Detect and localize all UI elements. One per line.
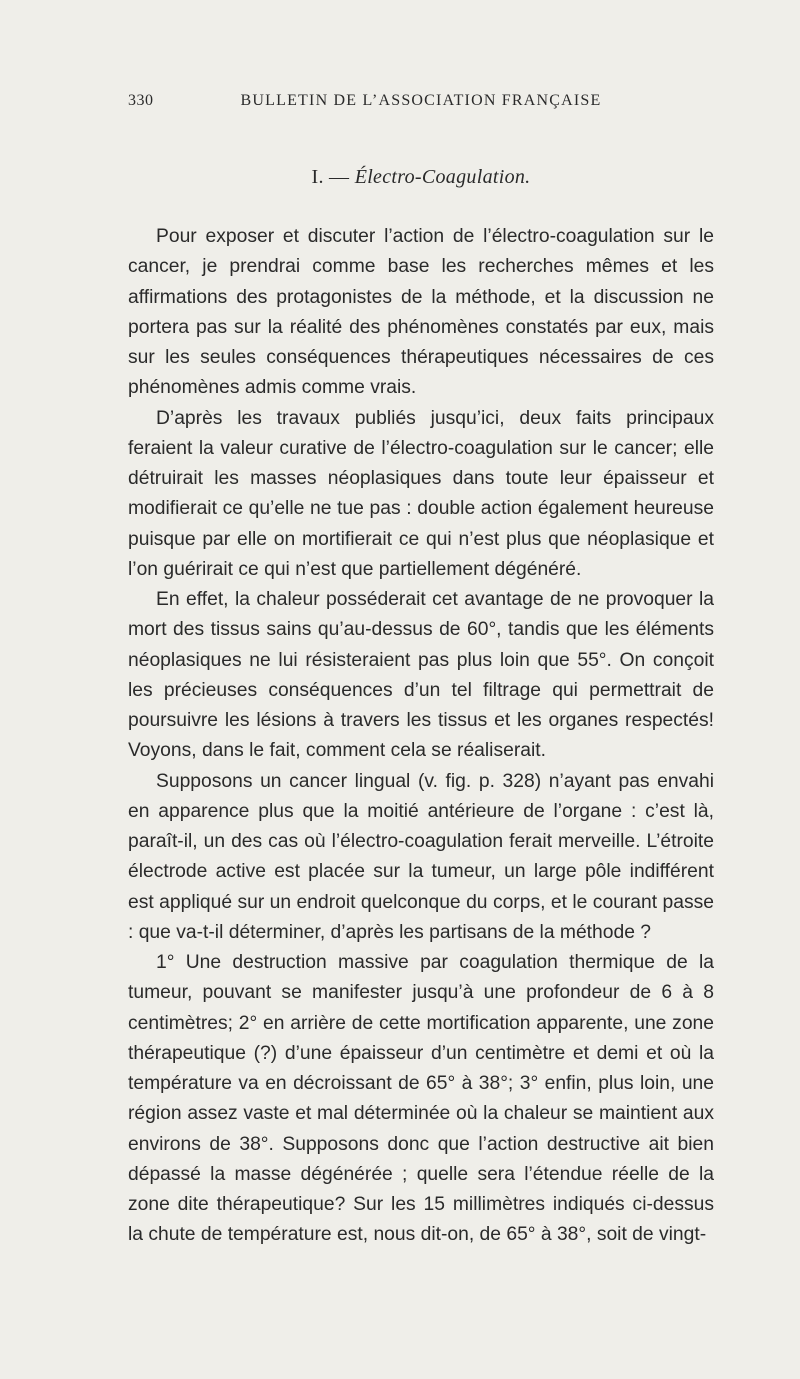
page-number: 330 [128,92,154,109]
paragraph: En effet, la chaleur posséderait cet avantage de ne provoquer la mort des tissus sains qu’au-dessus de 60°, tandis que les éléments néoplasiques ne lui résisteraient pas plus loin que 55°. On conçoit les précieuses conséquences d’un tel filtrage qui permettrait de poursuivre les lésions à travers les tissus et les organes respectés! Voyons, dans le fait, comment cela se réaliserait. [128,589,714,762]
paragraph: 1° Une destruction massive par coagulation thermique de la tumeur, pouvant se manifester jusqu’à une profondeur de 6 à 8 centimètres; 2° en arrière de cette mortification apparente, une zone thérapeutique (?) d’une épaisseur d’un centimètre et demi et où la température va en décroissant de 65° à 38°; 3° enfin, plus loin, une région assez vaste et mal déterminée où la chaleur se maintient aux environs de 38°. Supposons donc que l’action destructive ait bien dépassé la masse dégénérée ; quelle sera l’étendue réelle de la zone dite thérapeutique? Sur les 15 millimètres indiqués ci-dessus la chute de température est, nous dit-on, de 65° à 38°, soit de vingt- [128,952,714,1246]
section-heading [128,166,714,189]
running-header [128,92,714,116]
paragraph: Pour exposer et discuter l’action de l’électro-coagulation sur le cancer, je prendrai comme base les recherches mêmes et les affirmations des protagonistes de la méthode, et la discussion ne portera pas sur la réalité des phénomènes constatés par eux, mais sur les seules conséquences thérapeutiques nécessaires de ces phénomènes admis comme vrais. [128,226,714,399]
paragraph: Supposons un cancer lingual (v. fig. p. 328) n’ayant pas envahi en apparence plus que la moitié antérieure de l’organe : c’est là, paraît-il, un des cas où l’électro-coagulation ferait merveille. L’étroite électrode active est placée sur la tumeur, un large pôle indifférent est appliqué sur un endroit quelconque du corps, et le courant passe : que va-t-il déterminer, d’après les partisans de la méthode ? [128,770,714,943]
journal-title: BULLETIN DE L’ASSOCIATION FRANÇAISE [240,92,602,109]
section-number: I. — [311,166,350,188]
section-title: Électro-Coagulation. [354,166,531,188]
body-text [128,222,714,1251]
paragraph: D’après les travaux publiés jusqu’ici, deux faits principaux feraient la valeur curative de l’électro-coagulation sur le cancer; elle détruirait les masses néoplasiques dans toute leur épaisseur et modifierait ce qu’elle ne tue pas : double action également heureuse puisque par elle on mortifierait ce qui n’est plus que néoplasique et l’on guérirait ce qui n’est que partiellement dégénéré. [128,407,714,580]
